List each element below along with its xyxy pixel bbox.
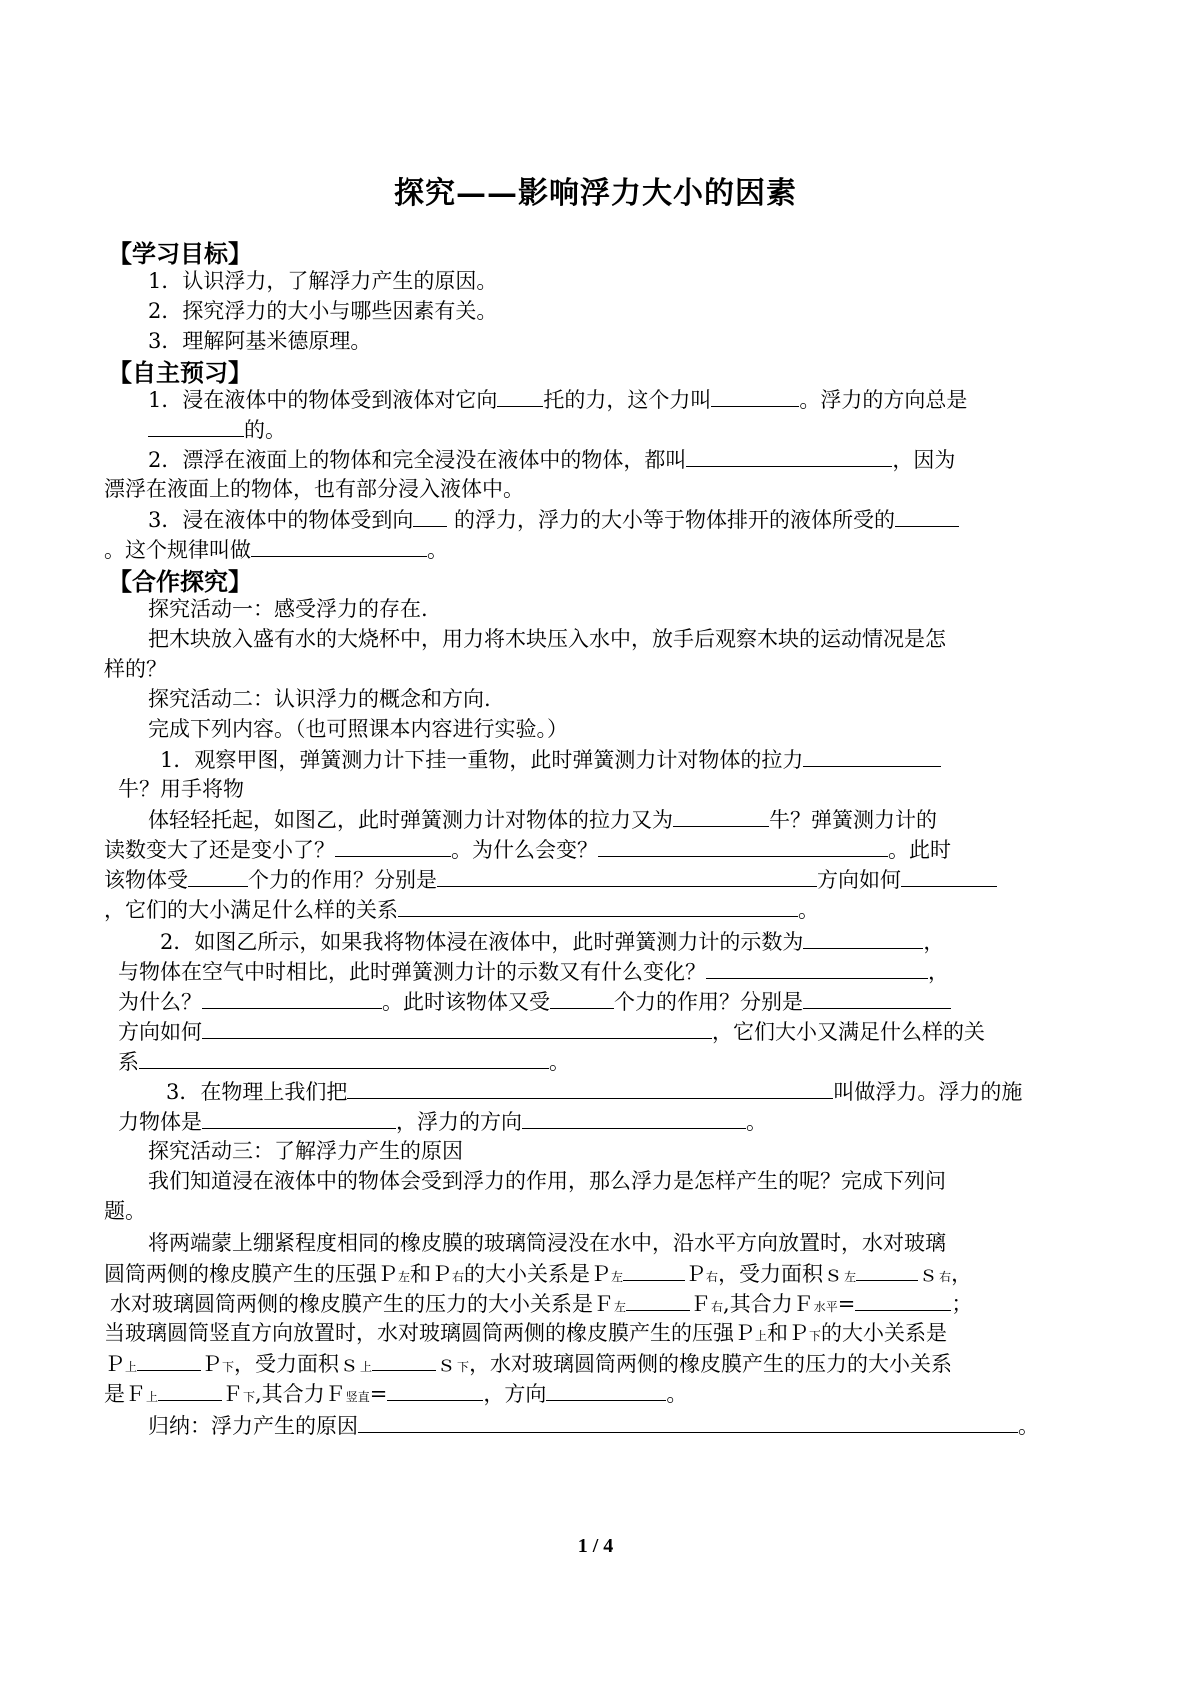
fill-blank[interactable] [901,866,997,887]
fill-blank[interactable] [855,1290,951,1311]
paragraph-line: 我们知道浸在液体中的物体会受到浮力的作用，那么浮力是怎样产生的呢？完成下列问 [148,1169,946,1193]
text: 。 [746,1110,767,1134]
act3-r6 [104,1380,687,1410]
activity-heading: 探究活动三：了解浮力产生的原因 [148,1139,463,1163]
subscript: 水平 [813,1300,838,1314]
fill-blank[interactable] [856,1260,918,1281]
subscript: 右 [939,1270,952,1284]
section-heading-preview: 【自主预习】 [108,359,252,387]
fill-blank[interactable] [706,958,928,979]
text: ， [928,960,949,984]
text: ； [951,1292,973,1316]
fill-blank[interactable] [148,416,244,437]
preview-q3-line2 [104,536,448,563]
fill-blank[interactable] [437,866,817,887]
fill-blank[interactable] [398,896,798,917]
text: 叫做浮力。浮力的施 [833,1080,1023,1104]
text: 的浮力，浮力的大小等于物体排开的液体所受的 [447,508,896,532]
text: ｓ [918,1262,940,1286]
fill-blank[interactable] [673,806,769,827]
subscript: 左 [844,1270,857,1284]
fill-blank[interactable] [626,1290,690,1311]
text: 的大小关系是Ｐ [464,1262,612,1286]
page-number: 1 / 4 [577,1535,614,1557]
activity-heading: 探究活动一：感受浮力的存在. [148,597,428,621]
text: 。 [798,898,819,922]
paragraph-line: 题。 [104,1199,146,1223]
text: 牛？弹簧测力计的 [769,808,937,832]
act2-p2-line4 [118,1018,985,1045]
text: 和Ｐ [410,1262,453,1286]
text: 读数变大了还是变小了？ [104,838,335,862]
text: 1．观察甲图，弹簧测力计下挂一重物，此时弹簧测力计对物体的拉力 [160,748,804,772]
fill-blank[interactable] [803,988,951,1009]
text: Ｆ [690,1292,712,1316]
fill-blank[interactable] [598,836,888,857]
subscript: 右 [706,1270,719,1284]
paragraph-line: 样的？ [104,657,167,681]
subscript: 上 [146,1390,159,1404]
text: 归纳：浮力产生的原因 [148,1414,358,1438]
text: 。 [1018,1414,1039,1438]
act3-r5 [104,1350,952,1380]
fill-blank[interactable] [347,1078,833,1099]
act3-summary [148,1412,1039,1439]
text: ,其合力Ｆ [255,1382,346,1406]
text: 1．浸在液体中的物体受到液体对它向 [148,388,498,412]
fill-blank[interactable] [358,1412,1018,1433]
fill-blank[interactable] [522,1108,746,1129]
fill-blank[interactable] [546,1380,666,1401]
act2-p1-line3 [148,806,937,833]
section-heading-goals: 【学习目标】 [108,240,252,268]
subscript: 竖直 [345,1390,370,1404]
text: 该物体受 [104,868,188,892]
fill-blank[interactable] [711,386,799,407]
subscript: 上 [125,1360,138,1374]
text: ，受力面积ｓ [234,1352,361,1376]
fill-blank[interactable] [497,386,543,407]
text: 是Ｆ [104,1382,146,1406]
text: 当玻璃圆筒竖直方向放置时，水对玻璃圆筒两侧的橡皮膜产生的压强Ｐ [104,1321,755,1345]
act3-r1: 将两端蒙上绷紧程度相同的橡皮膜的玻璃筒浸没在水中，沿水平方向放置时，水对玻璃 [148,1231,946,1255]
subscript: 左 [614,1300,627,1314]
act2-p1-line2: 牛？用手将物 [118,777,244,801]
preview-q3-line1 [148,506,959,533]
text: ，它们的大小满足什么样的关系 [104,898,398,922]
text: 。此时 [888,838,951,862]
act2-p1-line6 [104,896,819,923]
text: 与物体在空气中时相比，此时弹簧测力计的示数又有什么变化？ [118,960,706,984]
goal-item: 1．认识浮力，了解浮力产生的原因。 [148,269,498,293]
subscript: 下 [222,1360,235,1374]
act2-p2-line2 [118,958,949,985]
text: 的。 [244,418,286,442]
fill-blank[interactable] [202,1018,712,1039]
text: = [837,1292,856,1316]
preview-q2-line2: 漂浮在液面上的物体，也有部分浸入液体中。 [104,477,524,501]
act2-p3-line2 [118,1108,767,1135]
fill-blank[interactable] [803,746,941,767]
text: 3．在物理上我们把 [166,1080,348,1104]
fill-blank[interactable] [895,506,959,527]
text: 方向如何 [817,868,901,892]
fill-blank[interactable] [372,1350,436,1371]
act3-r4 [104,1320,947,1349]
fill-blank[interactable] [550,988,614,1009]
subscript: 下 [457,1360,470,1374]
text: 系 [118,1050,139,1074]
fill-blank[interactable] [686,446,892,467]
fill-blank[interactable] [139,1048,549,1069]
fill-blank[interactable] [137,1350,201,1371]
section-heading-coop: 【合作探究】 [108,568,252,596]
act3-r3 [110,1290,972,1320]
text: Ｐ [685,1262,707,1286]
text: 圆筒两侧的橡皮膜产生的压强Ｐ [104,1262,398,1286]
paragraph-line: 把木块放入盛有水的大烧杯中，用力将木块压入水中，放手后观察木块的运动情况是怎 [148,627,946,651]
subscript: 下 [243,1390,256,1404]
act2-p1-line1 [160,746,941,773]
fill-blank[interactable] [387,1380,483,1401]
act2-p2-line3 [118,988,951,1015]
act2-p3-line1 [166,1078,1022,1105]
text: 托的力，这个力叫 [543,388,712,412]
fill-blank[interactable] [202,988,382,1009]
text: = [369,1382,388,1406]
text: ｓ [436,1352,458,1376]
text: 。 [427,538,448,562]
text: 2．如图乙所示，如果我将物体浸在液体中，此时弹簧测力计的示数为 [160,930,804,954]
text: ，因为 [892,448,956,472]
text: 和Ｐ [767,1321,810,1345]
text: 。 [549,1050,570,1074]
goal-item: 3．理解阿基米德原理。 [148,329,372,353]
text: Ｐ [201,1352,223,1376]
fill-blank[interactable] [803,928,923,949]
text: ， [923,930,945,954]
fill-blank[interactable] [202,1108,396,1129]
text: 力物体是 [118,1110,202,1134]
act2-p1-line4 [104,836,951,863]
subscript: 左 [611,1270,624,1284]
subscript: 上 [755,1329,768,1343]
text: 方向如何 [118,1020,202,1044]
fill-blank[interactable] [158,1380,222,1401]
subscript: 下 [809,1329,822,1343]
text: 3．浸在液体中的物体受到向 [148,508,414,532]
text: 为什么？ [118,990,202,1014]
paragraph-line: 完成下列内容。（也可照课本内容进行实验。） [148,717,568,741]
text: 。浮力的方向总是 [799,388,968,412]
fill-blank[interactable] [413,506,447,527]
text: 水对玻璃圆筒两侧的橡皮膜产生的压力的大小关系是Ｆ [110,1292,614,1316]
text: ，方向 [483,1382,547,1406]
text: 。 [666,1382,688,1406]
act2-p1-line5 [104,866,997,893]
subscript: 右 [452,1270,465,1284]
text: 。此时该物体又受 [382,990,550,1014]
text: ，浮力的方向 [396,1110,522,1134]
text: ， [951,1262,973,1286]
fill-blank[interactable] [251,536,427,557]
text: ，它们大小又满足什么样的关 [712,1020,985,1044]
text: 。这个规律叫做 [104,538,251,562]
text: 个力的作用？分别是 [248,868,437,892]
subscript: 上 [360,1360,373,1374]
text: ，受力面积ｓ [718,1262,845,1286]
fill-blank[interactable] [623,1260,685,1281]
fill-blank[interactable] [188,866,248,887]
preview-q1-line1 [148,386,967,413]
text: ,其合力Ｆ [723,1292,814,1316]
text: 体轻轻托起，如图乙，此时弹簧测力计对物体的拉力又为 [148,808,673,832]
act2-p2-line5 [118,1048,570,1075]
page-title: 探究——影响浮力大小的因素 [394,176,797,211]
text: 个力的作用？分别是 [614,990,803,1014]
text: 的大小关系是 [821,1321,948,1345]
fill-blank[interactable] [335,836,451,857]
activity-heading: 探究活动二：认识浮力的概念和方向. [148,687,491,711]
text: ，水对玻璃圆筒两侧的橡皮膜产生的压力的大小关系 [469,1352,953,1376]
goal-item: 2．探究浮力的大小与哪些因素有关。 [148,299,498,323]
text: Ｆ [222,1382,244,1406]
act3-r2 [104,1260,972,1290]
act2-p2-line1 [160,928,944,955]
subscript: 右 [711,1300,724,1314]
text: Ｐ [104,1352,125,1376]
preview-q1-line2 [148,416,286,443]
text: 。为什么会变？ [451,838,598,862]
subscript: 左 [398,1270,411,1284]
preview-q2-line1 [148,446,955,473]
text: 2．漂浮在液面上的物体和完全浸没在液体中的物体，都叫 [148,448,687,472]
